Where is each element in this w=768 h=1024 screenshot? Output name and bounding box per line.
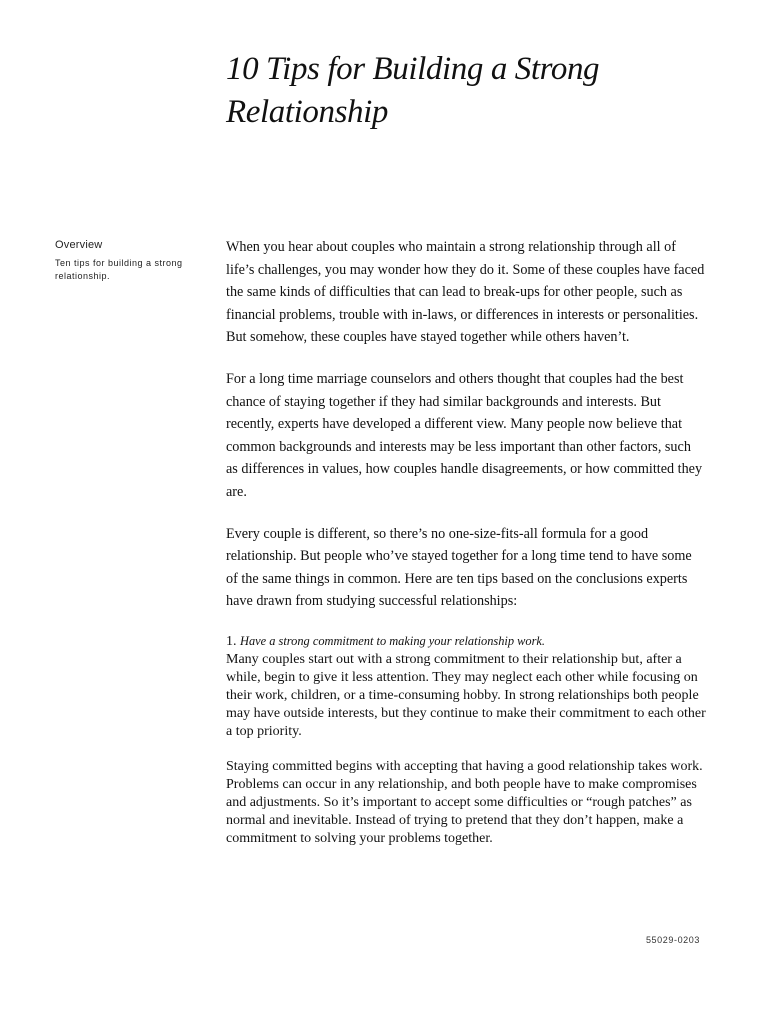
intro-paragraph-2: For a long time marriage counselors and others thought that couples had the best chance of staying together if they had similar backgrounds and interests. But recently, experts have developed a different view. Many people now believe that common backgrounds and interests may be less important than other factors, such as differences in values, how couples handle disagreements, or how committed they are.: [226, 370, 703, 500]
page-title: 10 Tips for Building a Strong Relationship: [226, 51, 600, 130]
tip-1-section: [226, 632, 706, 848]
tip-1-paragraph-1: Many couples start out with a strong commitment to their relationship but, after a while, begin to give it less attention. They may neglect each other while focusing on their work, children, or a time-consuming hobby. In strong relationships both people may have outside interests, but they continue to make their commitment to each other a top priority.: [226, 651, 706, 739]
tip-1-title: Have a strong commitment to making your relationship work.: [240, 633, 546, 648]
document-code: 55029-0203: [645, 935, 700, 945]
overview-summary: Ten tips for building a strong relationship.: [55, 258, 183, 281]
tip-1-heading: [226, 632, 706, 651]
overview-heading: Overview: [55, 239, 103, 251]
tip-1-number: 1.: [226, 633, 237, 649]
overview-sidebar: [55, 238, 205, 283]
intro-paragraph-3: Every couple is different, so there’s no one-size-fits-all formula for a good relationship. But people who’ve stayed together for a long time tend to have some of the same things in common. Here are ten tips based on the conclusions experts have drawn from studying successful relationships:: [226, 525, 692, 610]
tip-1-paragraph-2: Staying committed begins with accepting that having a good relationship takes work. Problems can occur in any relationship, and both people have to make compromises and adjustments. So it’s important to accept some difficulties or “rough patches” as normal and inevitable. Instead of trying to pretend that they don’t happen, make a commitment to solving your problems together.: [226, 758, 703, 846]
intro-paragraph-1: When you hear about couples who maintain a strong relationship through all of life’s challenges, you may wonder how they do it. Some of these couples have faced the same kinds of difficulties that can lead to break-ups for other people, such as financial problems, trouble with in-laws, or differences in interests or personalities. But somehow, these couples have stayed together while others haven’t.: [226, 239, 705, 346]
article-body: [226, 236, 706, 865]
